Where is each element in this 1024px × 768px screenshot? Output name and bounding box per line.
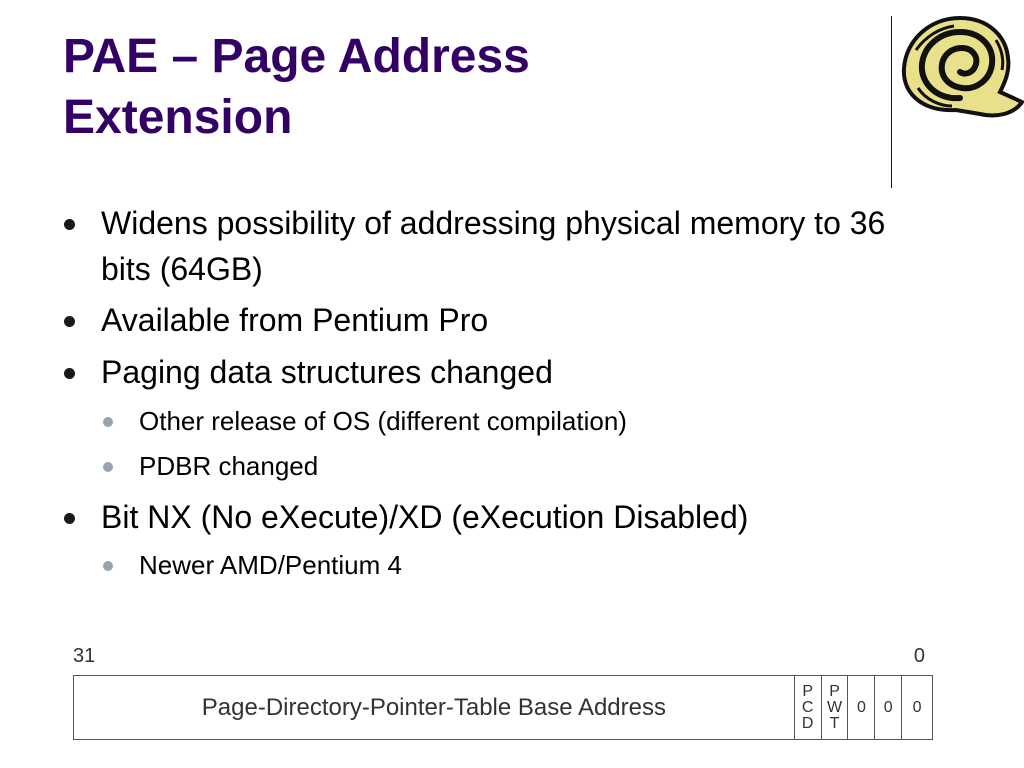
sub-bullet-dot-icon bbox=[103, 561, 113, 571]
pdbr-register-diagram bbox=[73, 644, 935, 744]
sub-bullet-dot-icon bbox=[103, 417, 113, 427]
base-address-field: Page-Directory-Pointer-Table Base Address bbox=[74, 676, 795, 739]
pcd-letter: C bbox=[801, 698, 814, 716]
slide-title-line-1: PAE – Page Address bbox=[63, 30, 530, 83]
bullet-dot-icon bbox=[64, 316, 75, 327]
bullet-item bbox=[101, 349, 931, 395]
sub-bullet-item bbox=[139, 404, 899, 438]
bit-0-label: 0 bbox=[913, 645, 925, 667]
vertical-divider bbox=[891, 16, 892, 188]
bullet-text: Widens possibility of addressing physical memory to 36 bits (64GB) bbox=[101, 205, 886, 287]
sub-bullet-text: Newer AMD/Pentium 4 bbox=[139, 550, 402, 580]
sub-bullet-dot-icon bbox=[103, 462, 113, 472]
sub-bullet-item bbox=[139, 548, 899, 582]
bullet-item bbox=[101, 494, 931, 540]
reserved-bit: 0 bbox=[848, 676, 875, 739]
pwt-letter: W bbox=[826, 698, 843, 716]
bullet-text: Bit NX (No eXecute)/XD (eXecution Disabled) bbox=[101, 499, 749, 535]
pcd-letter: P bbox=[802, 682, 814, 700]
pwt-letter: T bbox=[829, 714, 840, 732]
slide-title bbox=[63, 26, 863, 148]
pwt-field bbox=[822, 676, 849, 739]
register-box bbox=[73, 675, 933, 740]
bullet-dot-icon bbox=[64, 368, 75, 379]
slide-title-line-2: Extension bbox=[63, 91, 293, 144]
sub-bullet-item bbox=[139, 449, 899, 483]
sub-bullet-text: Other release of OS (different compilation) bbox=[139, 406, 627, 436]
reserved-bit: 0 bbox=[875, 676, 902, 739]
pcd-letter: D bbox=[801, 714, 814, 732]
pwt-letter: P bbox=[829, 682, 840, 700]
sub-bullet-text: PDBR changed bbox=[139, 451, 319, 481]
reserved-bit: 0 bbox=[912, 698, 922, 716]
bullet-dot-icon bbox=[64, 219, 75, 230]
spiral-shell-icon bbox=[896, 10, 1024, 122]
bullet-text: Paging data structures changed bbox=[101, 354, 553, 390]
bit-31-label: 31 bbox=[73, 645, 96, 667]
pcd-field bbox=[795, 676, 822, 739]
bullet-dot-icon bbox=[64, 513, 75, 524]
bullet-item bbox=[101, 297, 931, 343]
bullet-item bbox=[101, 200, 931, 292]
bullet-text: Available from Pentium Pro bbox=[101, 302, 489, 338]
